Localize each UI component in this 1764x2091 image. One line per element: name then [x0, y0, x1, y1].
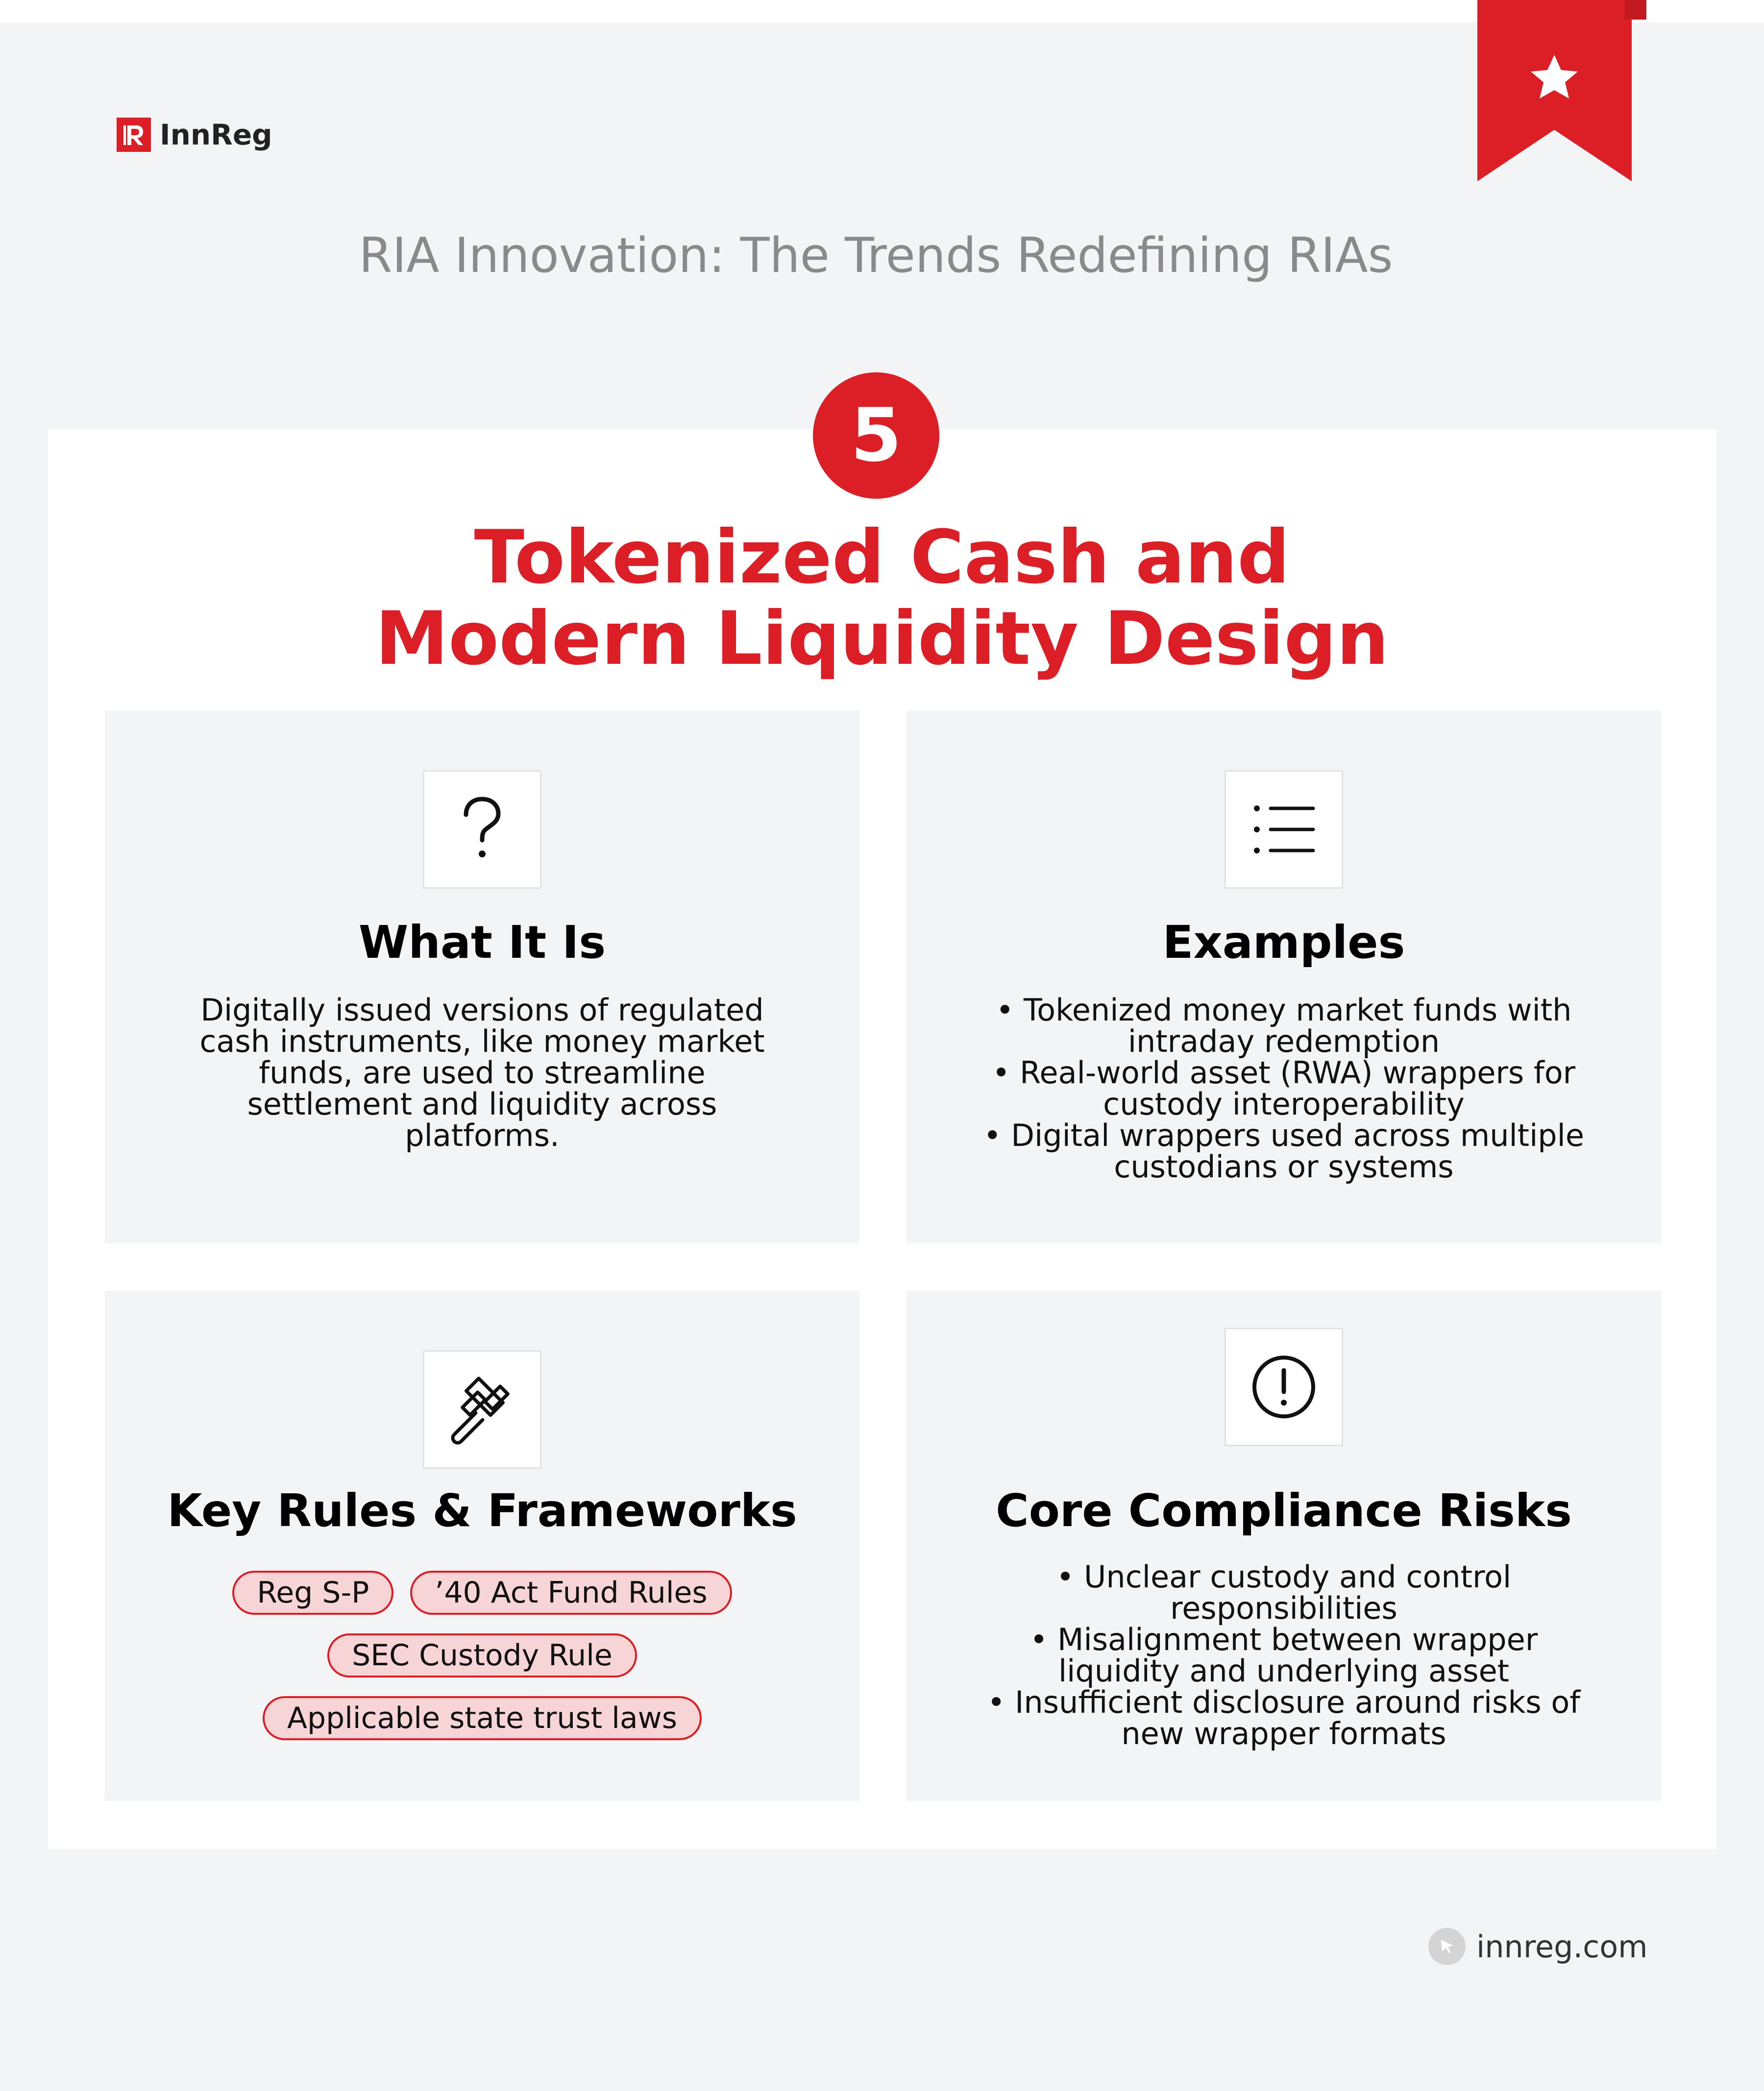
rule-tag: Reg S-P	[232, 1571, 393, 1615]
what-it-is-panel	[105, 710, 859, 1243]
logo-mark-icon	[117, 118, 151, 152]
examples-list	[965, 992, 1602, 1185]
rules-tag-list	[105, 1571, 859, 1740]
what-it-is-text: Digitally issued versions of regulated cash instruments, like money market funds, are used to streamline settlement and liquidity across platforms.	[199, 992, 765, 1153]
list-item: • Tokenized money market funds with intraday redemption	[965, 995, 1602, 1057]
footer-url: innreg.com	[1476, 1928, 1648, 1965]
rule-tag: SEC Custody Rule	[327, 1633, 637, 1678]
list-item: • Misalignment between wrapper liquidity and underlying asset	[965, 1624, 1602, 1687]
page-title: RIA Innovation: The Trends Redefining RIAs	[359, 228, 1393, 284]
cursor-icon	[1428, 1928, 1466, 1965]
key-rules-title: Key Rules & Frameworks	[167, 1484, 797, 1537]
brand-name: InnReg	[160, 118, 272, 151]
bookmark-star-icon	[1477, 0, 1646, 181]
risks-title: Core Compliance Risks	[996, 1484, 1572, 1537]
section-title	[0, 517, 1764, 680]
what-it-is-title: What It Is	[358, 916, 606, 969]
footer-link[interactable]	[1428, 1928, 1648, 1965]
risks-panel	[906, 1290, 1661, 1801]
brand-logo[interactable]	[117, 118, 272, 152]
risks-list	[965, 1561, 1602, 1750]
alert-circle-icon	[1225, 1328, 1343, 1446]
section-title-line2: Modern Liquidity Design	[375, 596, 1389, 681]
list-icon	[1225, 770, 1343, 889]
question-icon	[423, 770, 541, 889]
list-item: • Digital wrappers used across multiple custodians or systems	[965, 1120, 1602, 1183]
examples-title: Examples	[1162, 916, 1405, 969]
gavel-icon	[423, 1350, 541, 1469]
list-item: • Unclear custody and control responsibilities	[965, 1561, 1602, 1624]
list-item: • Real-world asset (RWA) wrappers for custody interoperability	[965, 1057, 1602, 1120]
key-rules-panel	[105, 1290, 859, 1801]
section-number-badge: 5	[813, 372, 939, 499]
section-title-line1: Tokenized Cash and	[474, 515, 1290, 600]
rule-tag: Applicable state trust laws	[263, 1696, 702, 1740]
list-item: • Insufficient disclosure around risks of new wrapper formats	[965, 1687, 1602, 1750]
examples-panel	[906, 710, 1661, 1243]
rule-tag: ’40 Act Fund Rules	[410, 1571, 732, 1615]
